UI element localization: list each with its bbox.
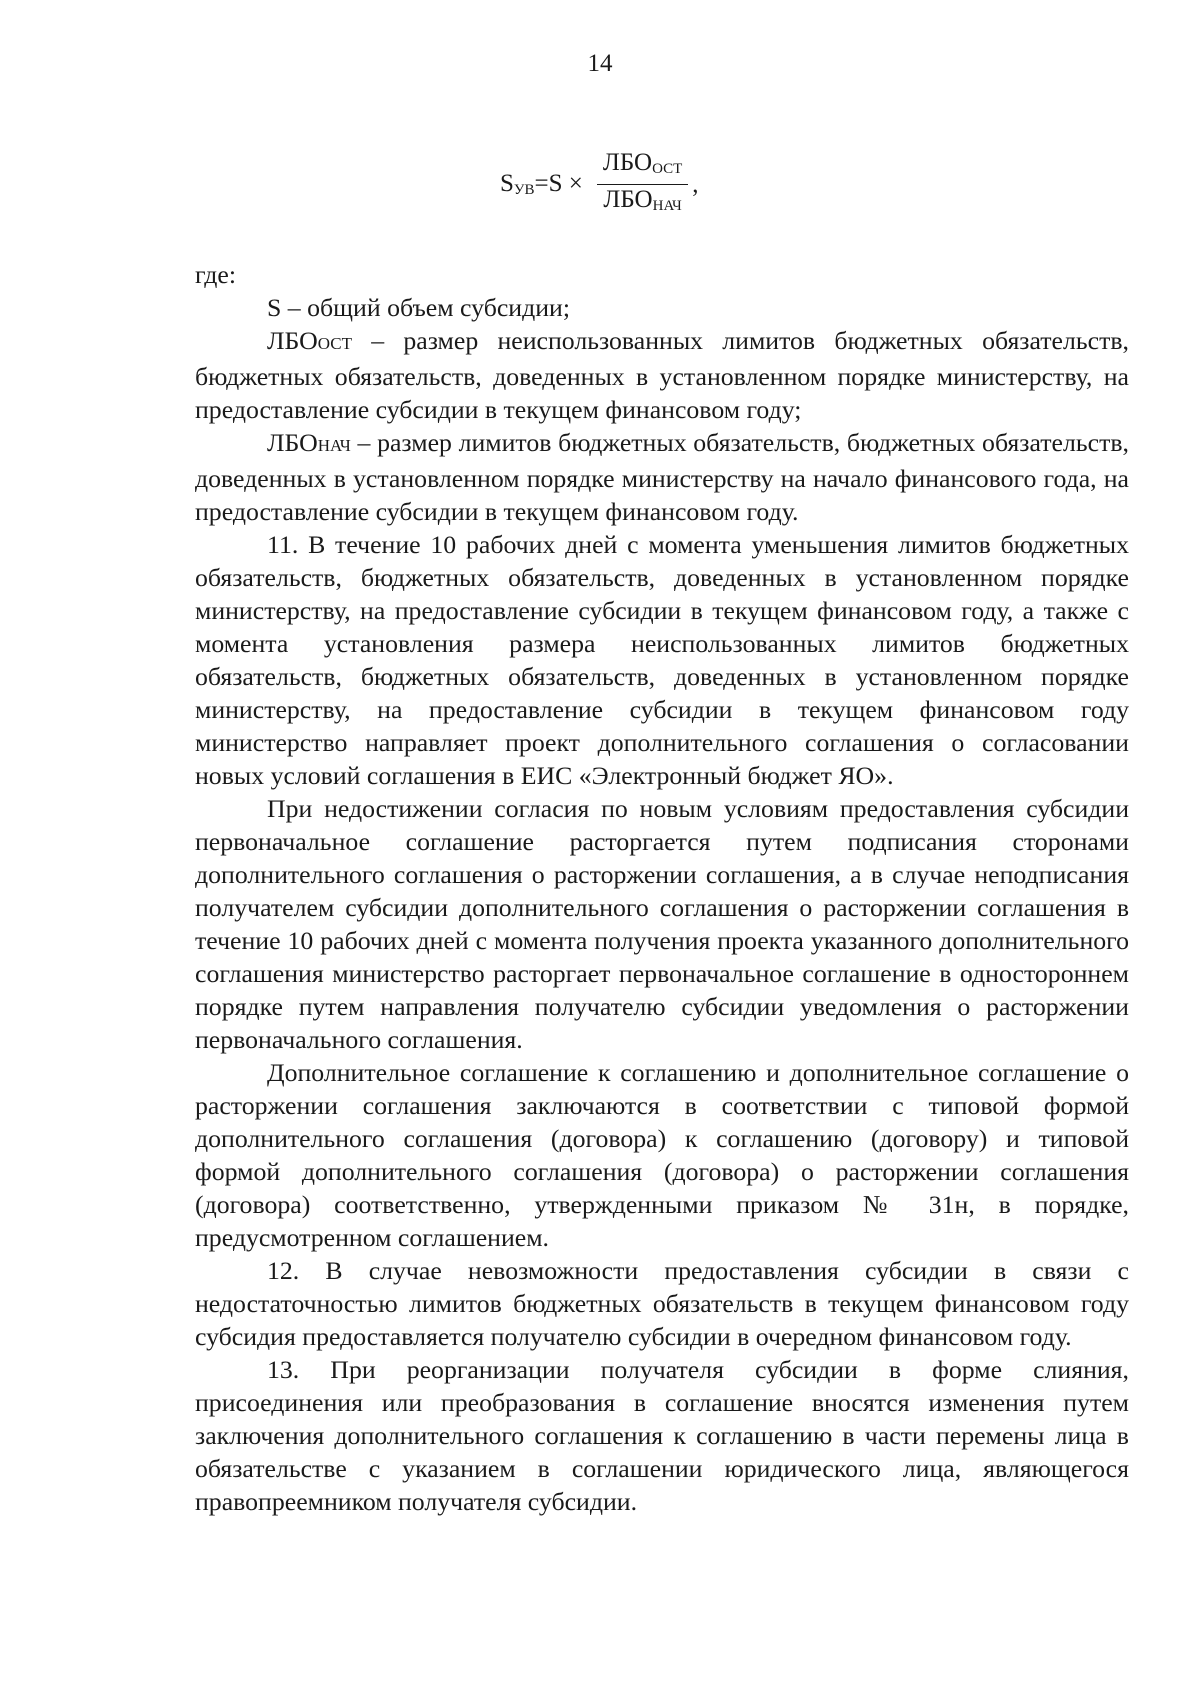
page-number: 14 [587,50,613,77]
formula-numerator [597,148,688,184]
lbo-nach-term [267,428,351,457]
lbo-nach-subscript: НАЧ [317,436,351,455]
paragraph-12: 12. В случае невозможности предоставления субсидии в связи с недостаточностью лимитов бюджетных обязательств в текущем финансовом году субсидия предоставляется получателю субсидии в очередном финансовом году. [195,1256,1129,1351]
lbo-ost-subscript: ОСТ [317,334,352,353]
formula-numerator-term: ЛБО [602,149,653,176]
lbo-nach-symbol: ЛБО [267,428,318,457]
formula-comma: , [692,170,699,198]
where-label: где: [195,260,237,289]
formula-numerator-subscript: ОСТ [652,161,683,177]
lbo-ost-text: – размер неиспользованных лимитов бюджетных обязательств, бюджетных обязательств, доведенных в установленном порядке министерству, на предоставление субсидии в текущем финансовом году; [195,326,1129,424]
formula-lhs-subscript: УВ [513,182,535,198]
formula-denominator-term: ЛБО [603,186,653,213]
lbo-ost-term [267,326,352,355]
formula-equals-times: =S × [534,170,583,197]
document-body [195,258,1129,1518]
formula-lhs-symbol: S [500,170,514,197]
formula-denominator [597,185,687,221]
definition-lbo-nach [195,426,1129,528]
formula-lhs [500,170,583,199]
definition-s: S – общий объем субсидии; [267,293,570,322]
lbo-ost-symbol: ЛБО [267,326,318,355]
paragraph-11: 11. В течение 10 рабочих дней с момента уменьшения лимитов бюджетных обязательств, бюджетных обязательств, доведенных в установленном порядке министерству, на предоставление субсидии в текущем финансовом году, а также с момента установления размера неиспользованных лимитов бюджетных обязательств, бюджетных обязательств, доведенных в установленном порядке министерству, на предоставление субсидии в текущем финансовом году министерство направляет проект дополнительного соглашения о согласовании новых условий соглашения в ЕИС «Электронный бюджет ЯО». [195,530,1129,790]
lbo-nach-text: – размер лимитов бюджетных обязательств, бюджетных обязательств, доведенных в установленном порядке министерству на начало финансового года, на предоставление субсидии в текущем финансовом году. [195,428,1129,526]
paragraph-11-additional-agreement: Дополнительное соглашение к соглашению и дополнительное соглашение о расторжении соглашения заключаются в соответствии с типовой формой дополнительного соглашения (договора) к соглашению (договору) и типовой формой дополнительного соглашения (договора) о расторжении соглашения (договора) соответственно, утвержденными приказом № 31н, в порядке, предусмотренном соглашением. [195,1058,1129,1252]
subsidy-formula [500,148,699,221]
paragraph-11-disagreement: При недостижении согласия по новым условиям предоставления субсидии первоначальное соглашение расторгается путем подписания сторонами дополнительного соглашения о расторжении соглашения, а в случае неподписания получателем субсидии дополнительного соглашения о расторжении соглашения в течение 10 рабочих дней с момента получения проекта указанного дополнительного соглашения министерство расторгает первоначальное соглашение в одностороннем порядке путем направления получателю субсидии уведомления о расторжении первоначального соглашения. [195,794,1129,1054]
formula-fraction [597,148,688,221]
paragraph-13: 13. При реорганизации получателя субсидии в форме слияния, присоединения или преобразования в соглашение вносятся изменения путем заключения дополнительного соглашения к соглашению в части перемены лица в обязательстве с указанием в соглашении юридического лица, являющегося правопреемником получателя субсидии. [195,1355,1129,1516]
formula-denominator-subscript: НАЧ [652,198,682,214]
definition-lbo-ost [195,324,1129,426]
